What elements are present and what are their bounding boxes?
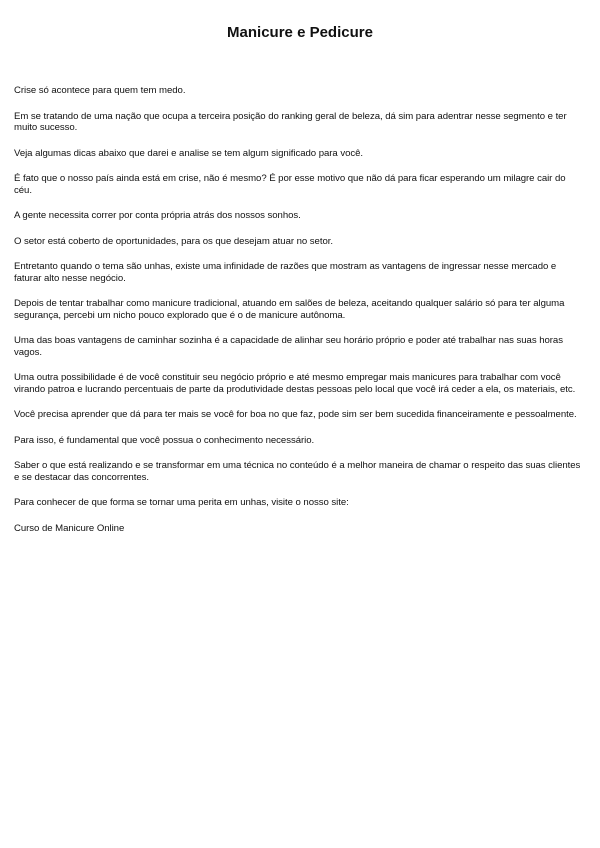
- paragraph-pais-crise: É fato que o nosso país ainda está em crise, não é mesmo? É por esse motivo que não dá para ficar esperando um milagre cair do céu.: [14, 173, 566, 196]
- paragraph-tecnica: Saber o que está realizando e se transformar em uma técnica no conteúdo é a melhor maneira de chamar o respeito das suas clientes e se destacar das concorrentes.: [14, 460, 581, 483]
- paragraph-sucesso-financeiro: Você precisa aprender que dá para ter mais se você for boa no que faz, pode sim ser bem sucedida financeiramente e pessoalmente.: [14, 409, 577, 420]
- paragraph-manicure-autonoma: Depois de tentar trabalhar como manicure tradicional, atuando em salões de beleza, aceitando qualquer salário só para ter alguma segurança, percebi um nicho pouco explorado que é o de manicure autônoma.: [14, 298, 565, 321]
- paragraph-unhas-mercado: Entretanto quando o tema são unhas, existe uma infinidade de razões que mostram as vantagens de ingressar nesse mercado e faturar alto nesse negócio.: [14, 261, 557, 284]
- paragraph-conhecimento: Para isso, é fundamental que você possua o conhecimento necessário.: [14, 434, 315, 446]
- paragraph-dicas: Veja algumas dicas abaixo que darei e analise se tem algum significado para você.: [14, 147, 363, 159]
- paragraph-horario-proprio: Uma das boas vantagens de caminhar sozinha é a capacidade de alinhar seu horário próprio e poder até trabalhar nas suas horas vagos.: [14, 335, 563, 358]
- paragraph-crise: Crise só acontece para quem tem medo.: [14, 85, 186, 96]
- paragraph-oportunidades: O setor está coberto de oportunidades, para os que desejam atuar no setor.: [14, 235, 333, 247]
- paragraph-visite-site: Para conhecer de que forma se tornar uma perita em unhas, visite o nosso site:: [14, 497, 349, 508]
- paragraph-nacao-beleza: Em se tratando de uma nação que ocupa a terceira posição do ranking geral de beleza, dá sim para adentrar nesse segmento e ter muito sucesso.: [14, 110, 567, 133]
- paragraph-sonhos: A gente necessita correr por conta própria atrás dos nossos sonhos.: [14, 210, 301, 221]
- page-title: Manicure e Pedicure: [227, 24, 373, 41]
- paragraph-negocio-proprio: Uma outra possibilidade é de você constituir seu negócio próprio e até mesmo empregar mais manicures para trabalhar com você virando patroa e lucrando percentuais de parte da produtividade destas pessoas pelo local que você irá ceder a ela, os materiais, etc.: [14, 372, 576, 395]
- article-body: [14, 85, 586, 548]
- paragraph-curso-online: Curso de Manicure Online: [14, 522, 125, 534]
